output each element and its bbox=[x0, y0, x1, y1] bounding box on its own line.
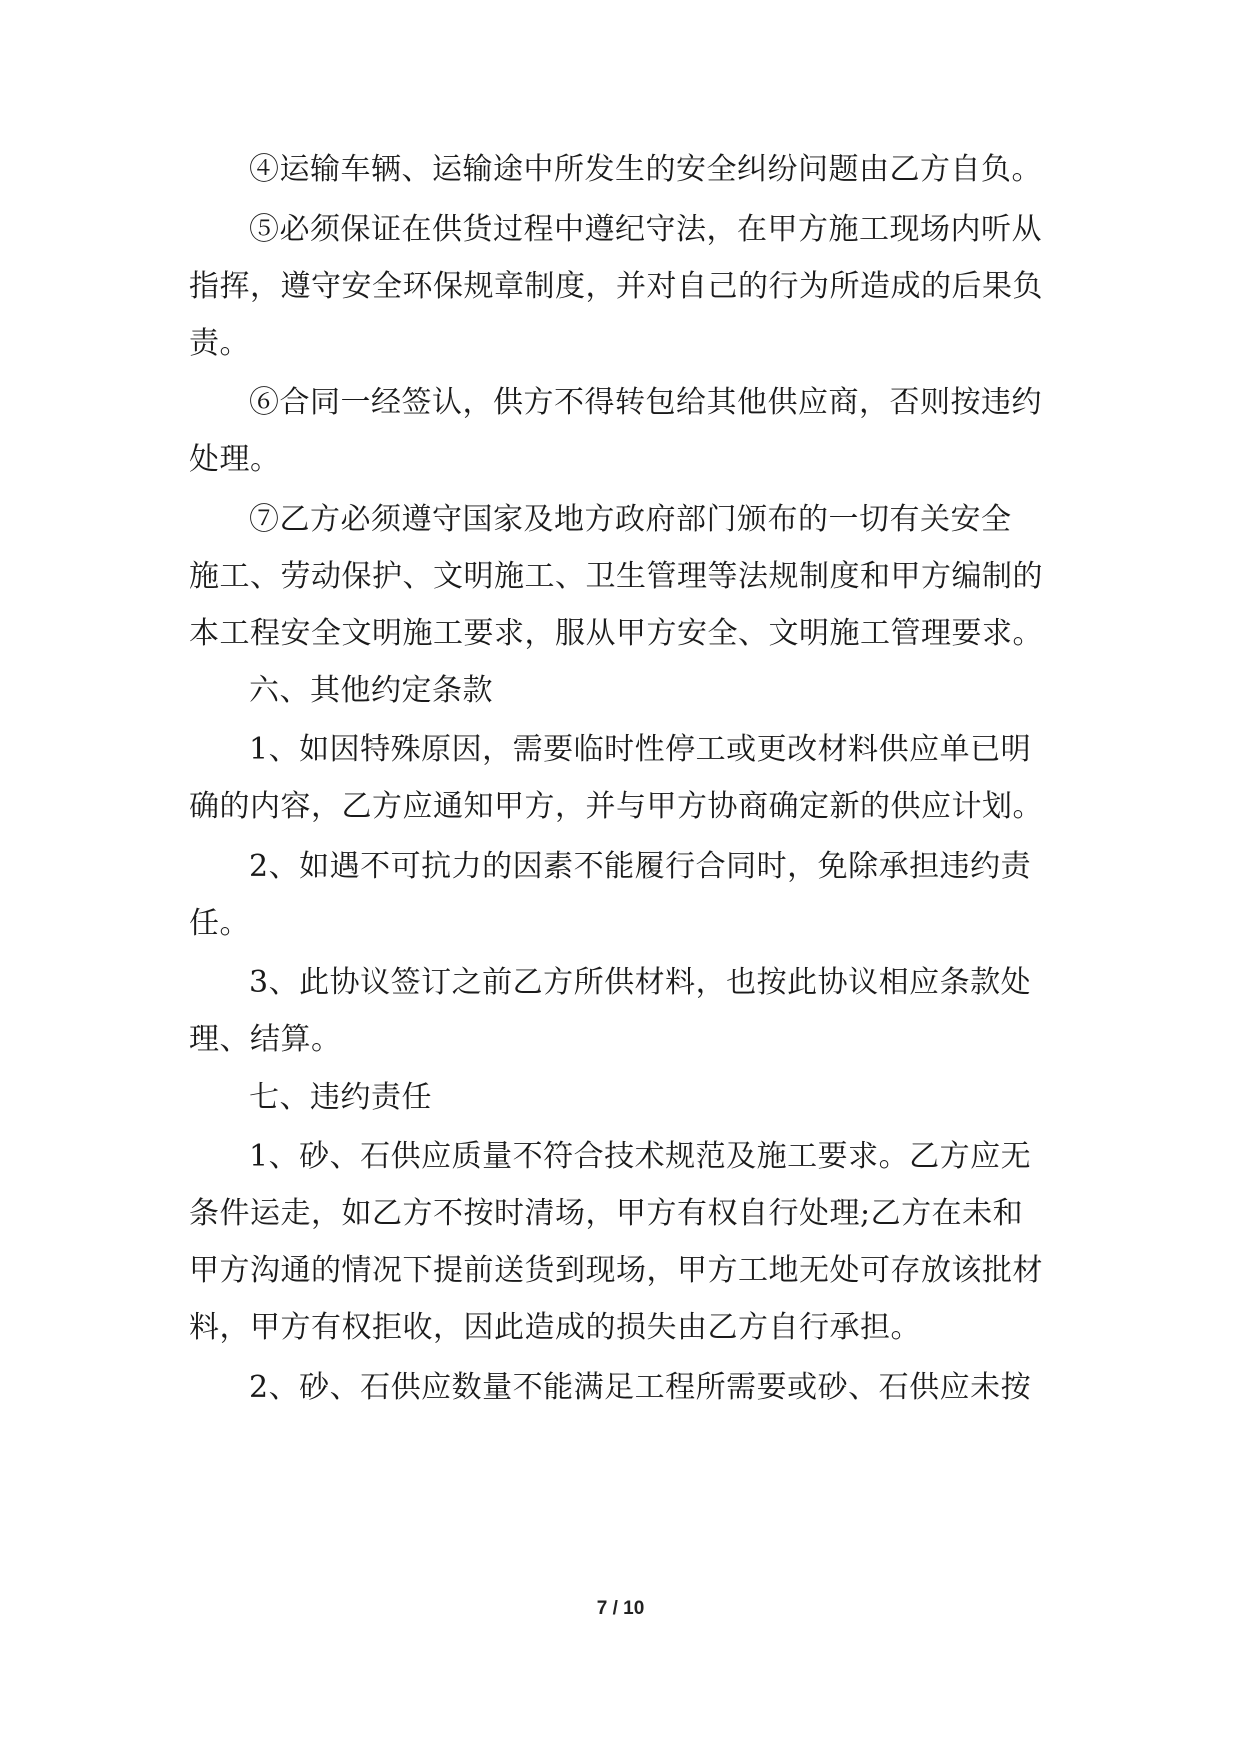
section-heading: 六、其他约定条款 bbox=[249, 673, 493, 708]
section-heading: 七、违约责任 bbox=[249, 1080, 432, 1115]
text-line: 理、结算。 bbox=[189, 1022, 342, 1057]
text-line: 3、此协议签订之前乙方所供材料，也按此协议相应条款处 bbox=[249, 965, 1032, 1000]
text-line: 确的内容，乙方应通知甲方，并与甲方协商确定新的供应计划。 bbox=[189, 789, 1043, 824]
text-line: 指挥，遵守安全环保规章制度，并对自己的行为所造成的后果负 bbox=[189, 269, 1043, 304]
text-line: 甲方沟通的情况下提前送货到现场，甲方工地无处可存放该批材 bbox=[189, 1253, 1043, 1288]
text-line: 施工、劳动保护、文明施工、卫生管理等法规制度和甲方编制的 bbox=[189, 559, 1043, 594]
text-line: 本工程安全文明施工要求，服从甲方安全、文明施工管理要求。 bbox=[189, 616, 1043, 651]
text-line: 料，甲方有权拒收，因此造成的损失由乙方自行承担。 bbox=[189, 1310, 921, 1345]
text-line: ④运输车辆、运输途中所发生的安全纠纷问题由乙方自负。 bbox=[249, 152, 1042, 187]
text-line: 任。 bbox=[189, 906, 250, 941]
text-line: ⑥合同一经签认，供方不得转包给其他供应商，否则按违约 bbox=[249, 385, 1042, 420]
page-number: 7 / 10 bbox=[596, 1598, 645, 1619]
text-line: ⑤必须保证在供货过程中遵纪守法，在甲方施工现场内听从 bbox=[249, 212, 1042, 247]
text-line: 2、如遇不可抗力的因素不能履行合同时，免除承担违约责 bbox=[249, 849, 1032, 884]
text-line: 处理。 bbox=[189, 442, 281, 477]
text-line: ⑦乙方必须遵守国家及地方政府部门颁布的一切有关安全 bbox=[249, 502, 1012, 537]
text-line: 2、砂、石供应数量不能满足工程所需要或砂、石供应未按 bbox=[249, 1370, 1032, 1405]
text-line: 责。 bbox=[189, 326, 250, 361]
text-line: 1、如因特殊原因，需要临时性停工或更改材料供应单已明 bbox=[249, 732, 1032, 767]
text-line: 条件运走，如乙方不按时清场，甲方有权自行处理;乙方在未和 bbox=[189, 1196, 1024, 1231]
text-line: 1、砂、石供应质量不符合技术规范及施工要求。乙方应无 bbox=[249, 1139, 1032, 1174]
